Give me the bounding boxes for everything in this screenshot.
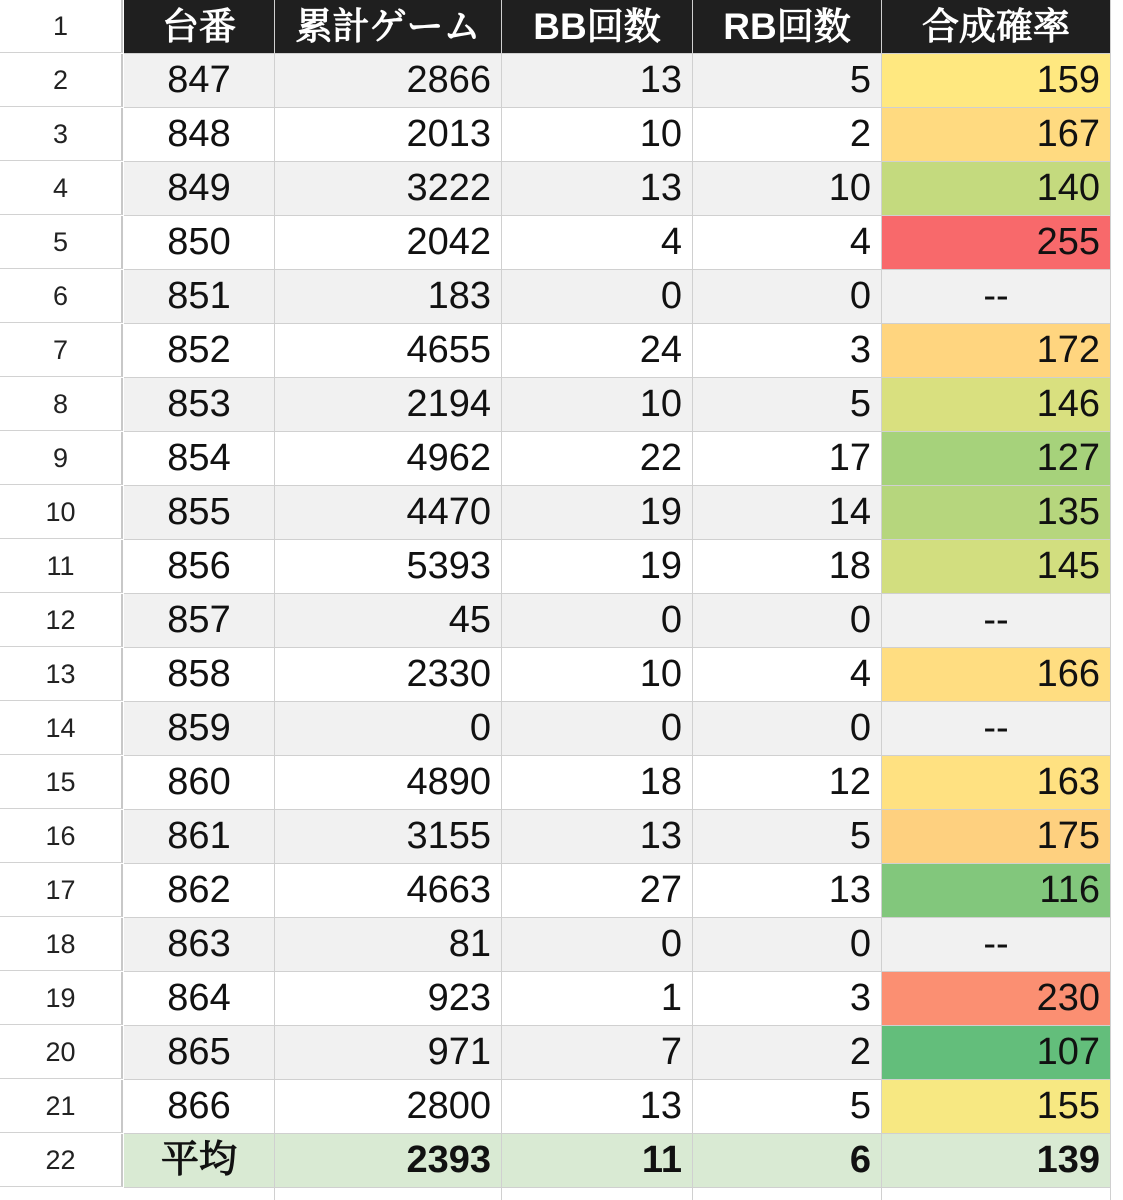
table-cell[interactable]: 230: [882, 972, 1110, 1025]
table-cell[interactable]: 4470: [275, 486, 501, 539]
row-header[interactable]: 16: [0, 810, 123, 863]
row-header[interactable]: 17: [0, 864, 123, 917]
average-cell[interactable]: 2393: [275, 1134, 501, 1187]
table-row: [0, 594, 1123, 648]
table-cell[interactable]: 0: [502, 594, 692, 647]
average-cell[interactable]: 11: [502, 1134, 692, 1187]
row-header[interactable]: 21: [0, 1080, 123, 1133]
table-cell[interactable]: 4: [693, 648, 881, 701]
table-cell[interactable]: 852: [124, 324, 274, 377]
table-cell[interactable]: 24: [502, 324, 692, 377]
table-cell[interactable]: 159: [882, 54, 1110, 107]
table-cell[interactable]: 140: [882, 162, 1110, 215]
table-cell[interactable]: 107: [882, 1026, 1110, 1079]
table-cell[interactable]: 22: [502, 432, 692, 485]
table-cell[interactable]: 971: [275, 1026, 501, 1079]
table-cell[interactable]: 0: [502, 702, 692, 755]
table-cell[interactable]: 172: [882, 324, 1110, 377]
table-cell[interactable]: 2800: [275, 1080, 501, 1133]
row-header[interactable]: 10: [0, 486, 123, 539]
table-cell[interactable]: 850: [124, 216, 274, 269]
table-row: [0, 918, 1123, 972]
table-cell[interactable]: 861: [124, 810, 274, 863]
table-cell[interactable]: 146: [882, 378, 1110, 431]
table-cell[interactable]: 45: [275, 594, 501, 647]
table-cell[interactable]: 858: [124, 648, 274, 701]
table-cell[interactable]: 183: [275, 270, 501, 323]
row-header[interactable]: 3: [0, 108, 123, 161]
header-row: [0, 0, 1123, 54]
table-cell[interactable]: 13: [502, 810, 692, 863]
table-cell[interactable]: 853: [124, 378, 274, 431]
row-header[interactable]: 9: [0, 432, 123, 485]
table-cell[interactable]: 863: [124, 918, 274, 971]
table-cell[interactable]: 13: [693, 864, 881, 917]
table-cell[interactable]: 10: [502, 108, 692, 161]
table-cell[interactable]: 163: [882, 756, 1110, 809]
row-header[interactable]: 18: [0, 918, 123, 971]
table-cell[interactable]: 4663: [275, 864, 501, 917]
table-row: [0, 108, 1123, 162]
table-row: [0, 702, 1123, 756]
table-cell[interactable]: 2194: [275, 378, 501, 431]
table-row: [0, 648, 1123, 702]
row-header[interactable]: 2: [0, 54, 123, 107]
table-cell[interactable]: 18: [693, 540, 881, 593]
table-cell[interactable]: 860: [124, 756, 274, 809]
table-cell[interactable]: 145: [882, 540, 1110, 593]
average-cell[interactable]: 平均: [124, 1134, 274, 1187]
row-header[interactable]: 14: [0, 702, 123, 755]
table-cell[interactable]: 166: [882, 648, 1110, 701]
table-row: [0, 864, 1123, 918]
table-cell[interactable]: 3: [693, 972, 881, 1025]
table-cell[interactable]: 19: [502, 486, 692, 539]
table-cell[interactable]: 859: [124, 702, 274, 755]
table-cell[interactable]: 0: [693, 270, 881, 323]
table-cell[interactable]: 847: [124, 54, 274, 107]
average-cell[interactable]: 139: [882, 1134, 1110, 1187]
table-cell[interactable]: 14: [693, 486, 881, 539]
table-cell[interactable]: 12: [693, 756, 881, 809]
table-cell[interactable]: 13: [502, 54, 692, 107]
table-cell[interactable]: 5393: [275, 540, 501, 593]
row-header[interactable]: 11: [0, 540, 123, 593]
row-header[interactable]: 13: [0, 648, 123, 701]
table-cell[interactable]: --: [882, 702, 1110, 755]
row-header[interactable]: 19: [0, 972, 123, 1025]
table-cell[interactable]: 3222: [275, 162, 501, 215]
table-cell[interactable]: 127: [882, 432, 1110, 485]
table-cell[interactable]: 5: [693, 810, 881, 863]
average-cell[interactable]: 6: [693, 1134, 881, 1187]
table-row: [0, 1026, 1123, 1080]
table-cell[interactable]: 3155: [275, 810, 501, 863]
table-cell[interactable]: 13: [502, 162, 692, 215]
row-header[interactable]: 15: [0, 756, 123, 809]
row-header[interactable]: 8: [0, 378, 123, 431]
table-cell[interactable]: 2013: [275, 108, 501, 161]
table-cell[interactable]: 7: [502, 1026, 692, 1079]
table-cell[interactable]: 865: [124, 1026, 274, 1079]
table-cell[interactable]: 2: [693, 1026, 881, 1079]
table-cell[interactable]: --: [882, 270, 1110, 323]
table-cell[interactable]: 0: [693, 918, 881, 971]
table-cell[interactable]: 1: [502, 972, 692, 1025]
table-cell[interactable]: 849: [124, 162, 274, 215]
table-row: [0, 972, 1123, 1026]
table-cell[interactable]: 4962: [275, 432, 501, 485]
table-cell[interactable]: 3: [693, 324, 881, 377]
table-cell[interactable]: 2: [693, 108, 881, 161]
table-row: [0, 270, 1123, 324]
table-cell[interactable]: 0: [693, 594, 881, 647]
table-cell[interactable]: 0: [502, 270, 692, 323]
table-cell[interactable]: 848: [124, 108, 274, 161]
table-cell[interactable]: 4: [502, 216, 692, 269]
table-cell[interactable]: 5: [693, 1080, 881, 1133]
table-cell[interactable]: 135: [882, 486, 1110, 539]
average-row: [0, 1134, 1123, 1188]
table-cell[interactable]: 18: [502, 756, 692, 809]
table-row: [0, 486, 1123, 540]
table-cell[interactable]: 856: [124, 540, 274, 593]
table-cell[interactable]: --: [882, 918, 1110, 971]
table-cell[interactable]: 116: [882, 864, 1110, 917]
table-row: [0, 162, 1123, 216]
table-cell[interactable]: 255: [882, 216, 1110, 269]
table-row: [0, 810, 1123, 864]
table-cell[interactable]: 19: [502, 540, 692, 593]
table-cell[interactable]: 2866: [275, 54, 501, 107]
column-header[interactable]: RB回数: [693, 0, 881, 53]
table-cell[interactable]: 81: [275, 918, 501, 971]
table-row: [0, 1080, 1123, 1134]
table-cell[interactable]: 923: [275, 972, 501, 1025]
row-header[interactable]: 20: [0, 1026, 123, 1079]
table-cell[interactable]: 866: [124, 1080, 274, 1133]
table-cell[interactable]: 5: [693, 54, 881, 107]
table-cell[interactable]: 851: [124, 270, 274, 323]
row-header[interactable]: 4: [0, 162, 123, 215]
column-header[interactable]: 合成確率: [882, 0, 1110, 53]
table-cell[interactable]: 2042: [275, 216, 501, 269]
table-cell[interactable]: 175: [882, 810, 1110, 863]
row-header[interactable]: 1: [0, 0, 123, 53]
column-header[interactable]: 累計ゲーム: [275, 0, 501, 53]
table-cell[interactable]: 27: [502, 864, 692, 917]
table-cell[interactable]: 10: [502, 648, 692, 701]
table-cell[interactable]: 0: [502, 918, 692, 971]
table-cell[interactable]: 10: [502, 378, 692, 431]
row-header[interactable]: 12: [0, 594, 123, 647]
table-cell[interactable]: 5: [693, 378, 881, 431]
table-cell[interactable]: 10: [693, 162, 881, 215]
table-cell[interactable]: --: [882, 594, 1110, 647]
table-cell[interactable]: 167: [882, 108, 1110, 161]
table-row: [0, 324, 1123, 378]
row-header[interactable]: 7: [0, 324, 123, 377]
table-row: [0, 432, 1123, 486]
table-cell[interactable]: 854: [124, 432, 274, 485]
table-cell[interactable]: 0: [693, 702, 881, 755]
table-cell[interactable]: 864: [124, 972, 274, 1025]
row-header[interactable]: 22: [0, 1134, 123, 1187]
table-cell[interactable]: 4655: [275, 324, 501, 377]
table-cell[interactable]: 17: [693, 432, 881, 485]
table-cell[interactable]: 4890: [275, 756, 501, 809]
column-header[interactable]: 台番: [124, 0, 274, 53]
row-header[interactable]: 6: [0, 270, 123, 323]
table-cell[interactable]: 857: [124, 594, 274, 647]
table-row: [0, 378, 1123, 432]
column-header[interactable]: BB回数: [502, 0, 692, 53]
table-row: [0, 216, 1123, 270]
table-cell[interactable]: 4: [693, 216, 881, 269]
table-cell[interactable]: 2330: [275, 648, 501, 701]
table-cell[interactable]: 155: [882, 1080, 1110, 1133]
row-header[interactable]: 5: [0, 216, 123, 269]
table-row: [0, 54, 1123, 108]
table-cell[interactable]: 0: [275, 702, 501, 755]
table-cell[interactable]: 855: [124, 486, 274, 539]
table-cell[interactable]: 13: [502, 1080, 692, 1133]
table-cell[interactable]: 862: [124, 864, 274, 917]
table-row: [0, 756, 1123, 810]
table-row: [0, 540, 1123, 594]
